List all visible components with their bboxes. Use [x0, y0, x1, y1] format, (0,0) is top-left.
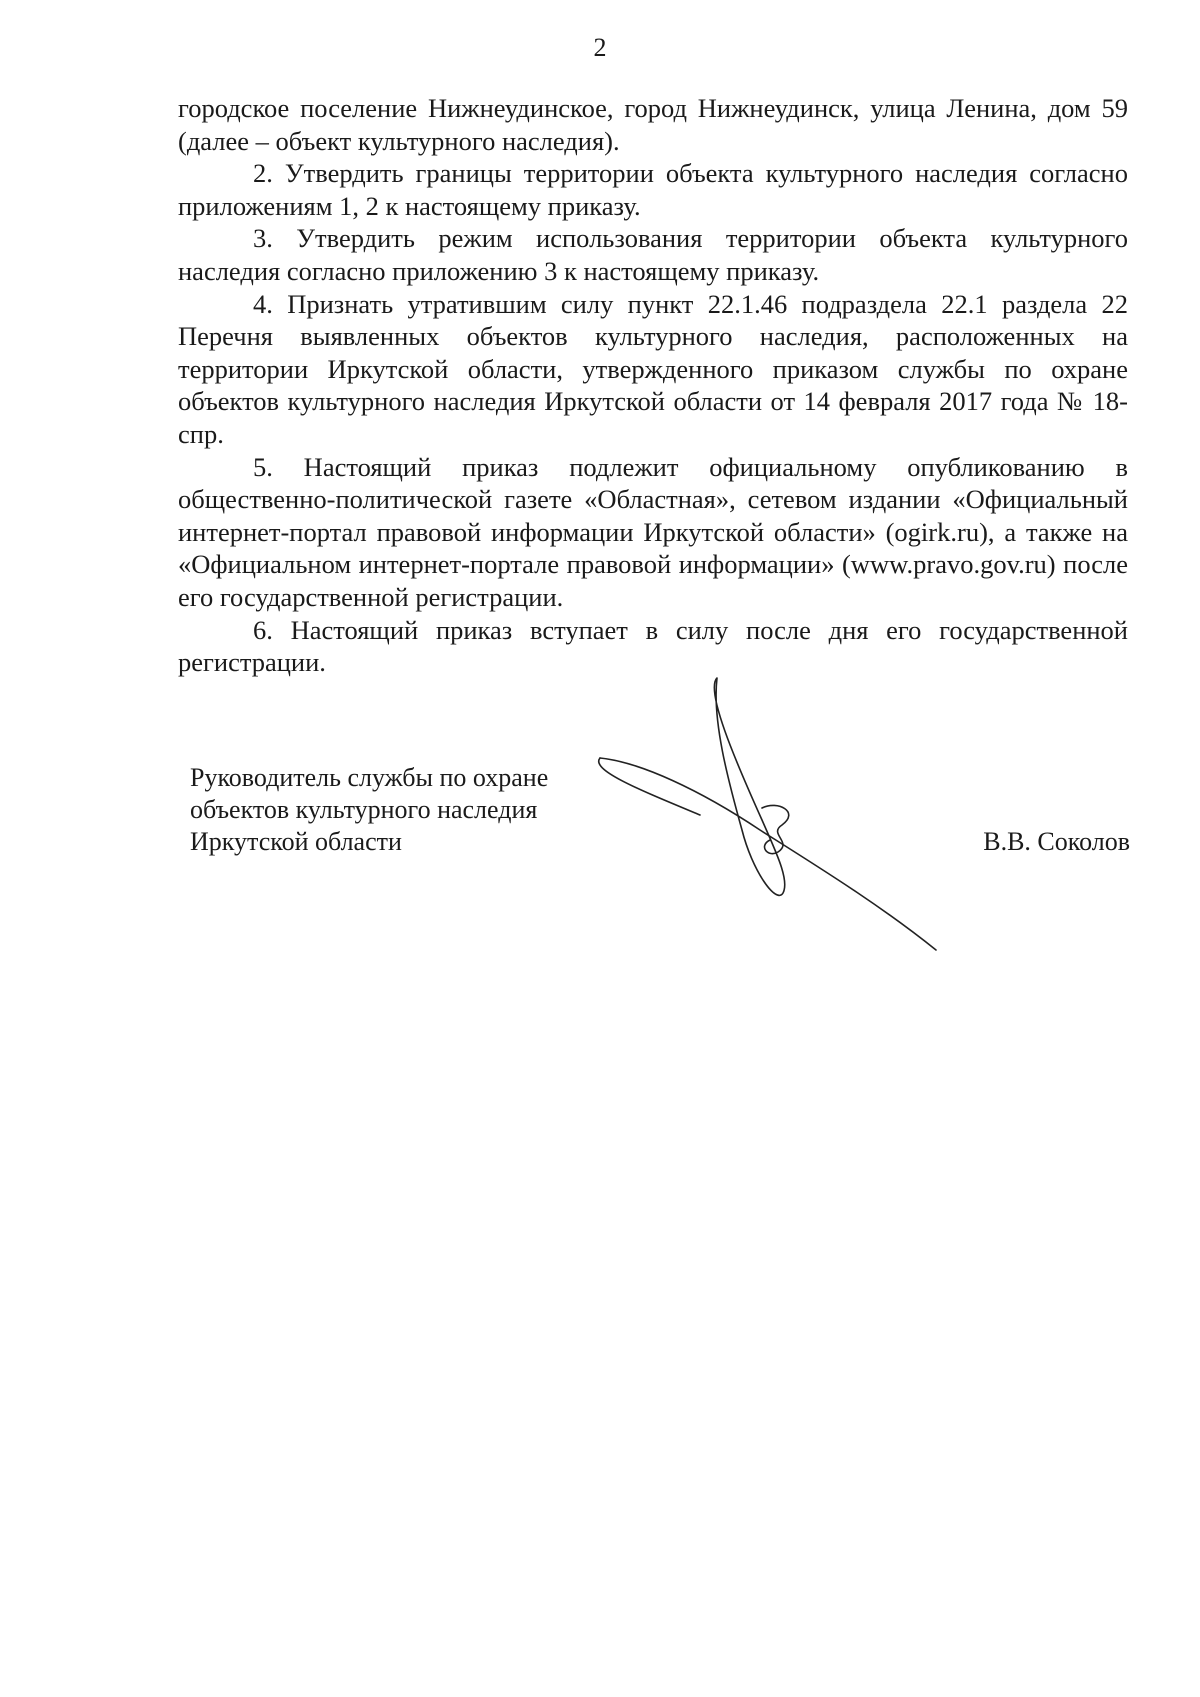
- document-body: [178, 92, 1128, 679]
- signatory-title-line-2: объектов культурного наследия: [190, 795, 538, 824]
- paragraph-5: 5. Настоящий приказ подлежит официальному опубликованию в общественно-политической газете «Областная», сетевом издании «Официальный интернет-портал правовой информации Иркутской области» (ogirk.ru), а также на «Официальном интернет-портале правовой информации» (www.pravo.gov.ru) после его государственной регистрации.: [178, 451, 1128, 612]
- signature-stroke-loop: [714, 678, 785, 895]
- signatory-title-line-1: Руководитель службы по охране: [190, 763, 549, 792]
- paragraph-3: 3. Утвердить режим использования территории объекта культурного наследия согласно приложению 3 к настоящему приказу.: [178, 223, 1128, 286]
- paragraph-1: городское поселение Нижнеудинское, город Нижнеудинск, улица Ленина, дом 59 (далее – объект культурного наследия).: [178, 93, 1128, 156]
- paragraph-2: 2. Утвердить границы территории объекта культурного наследия согласно приложениям 1, 2 к настоящему приказу.: [178, 158, 1128, 221]
- signatory-title-line-3: Иркутской области: [190, 827, 402, 856]
- signatory-title: [190, 762, 548, 858]
- signatory-name: В.В. Соколов: [983, 827, 1130, 856]
- paragraph-4: 4. Признать утратившим силу пункт 22.1.46 подраздела 22.1 раздела 22 Перечня выявленных объектов культурного наследия, расположенных на территории Иркутской области, утвержденного приказом службы по охране объектов культурного наследия Иркутской области от 14 февраля 2017 года № 18-спр.: [178, 288, 1128, 449]
- signature-stroke-leadin: [599, 758, 700, 815]
- paragraph-6: 6. Настоящий приказ вступает в силу после дня его государственной регистрации.: [178, 614, 1128, 678]
- page-number: 2: [593, 33, 607, 62]
- signature-stroke-curl: [762, 805, 789, 853]
- signature-stroke-diagonal: [600, 758, 936, 950]
